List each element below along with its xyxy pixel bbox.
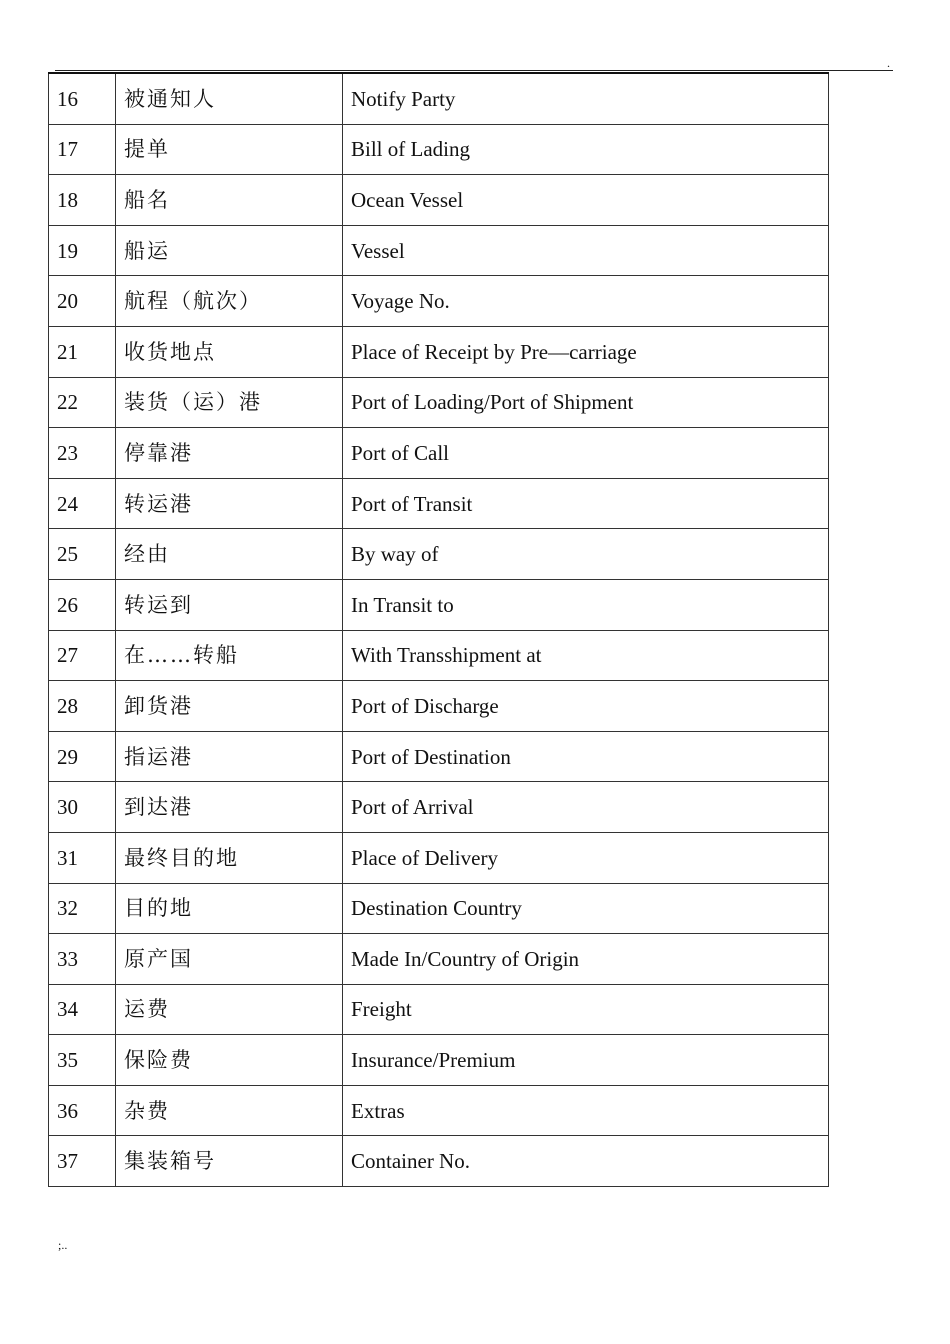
row-number: 34	[49, 984, 116, 1035]
row-number: 22	[49, 377, 116, 428]
row-number: 29	[49, 731, 116, 782]
row-number: 32	[49, 883, 116, 934]
chinese-term: 经由	[116, 529, 343, 580]
chinese-term: 到达港	[116, 782, 343, 833]
chinese-term: 最终目的地	[116, 832, 343, 883]
table-row	[49, 124, 829, 175]
table-row	[49, 1085, 829, 1136]
english-term: Container No.	[343, 1136, 829, 1187]
english-term: Voyage No.	[343, 276, 829, 327]
row-number: 25	[49, 529, 116, 580]
table-row	[49, 276, 829, 327]
footer-mark: ;..	[58, 1238, 68, 1252]
table-row	[49, 1136, 829, 1187]
table-row	[49, 1035, 829, 1086]
row-number: 16	[49, 73, 116, 124]
row-number: 23	[49, 428, 116, 479]
english-term: Port of Call	[343, 428, 829, 479]
english-term: Insurance/Premium	[343, 1035, 829, 1086]
english-term: By way of	[343, 529, 829, 580]
chinese-term: 航程（航次）	[116, 276, 343, 327]
english-term: Port of Destination	[343, 731, 829, 782]
table-row	[49, 579, 829, 630]
header-mark: .	[887, 56, 890, 70]
chinese-term: 保险费	[116, 1035, 343, 1086]
table-row	[49, 377, 829, 428]
english-term: Port of Discharge	[343, 681, 829, 732]
english-term: Vessel	[343, 225, 829, 276]
chinese-term: 转运到	[116, 579, 343, 630]
chinese-term: 提单	[116, 124, 343, 175]
chinese-term: 装货（运）港	[116, 377, 343, 428]
row-number: 27	[49, 630, 116, 681]
row-number: 19	[49, 225, 116, 276]
english-term: Place of Receipt by Pre—carriage	[343, 326, 829, 377]
glossary-table	[48, 72, 829, 1187]
english-term: Port of Arrival	[343, 782, 829, 833]
header-rule	[55, 70, 893, 71]
table-row	[49, 630, 829, 681]
row-number: 30	[49, 782, 116, 833]
chinese-term: 收货地点	[116, 326, 343, 377]
table-row	[49, 832, 829, 883]
english-term: Extras	[343, 1085, 829, 1136]
chinese-term: 运费	[116, 984, 343, 1035]
table-row	[49, 225, 829, 276]
english-term: Port of Transit	[343, 478, 829, 529]
table-row	[49, 681, 829, 732]
english-term: Ocean Vessel	[343, 175, 829, 226]
english-term: With Transshipment at	[343, 630, 829, 681]
chinese-term: 杂费	[116, 1085, 343, 1136]
glossary-body	[49, 73, 829, 1187]
chinese-term: 被通知人	[116, 73, 343, 124]
chinese-term: 集装箱号	[116, 1136, 343, 1187]
table-row	[49, 984, 829, 1035]
row-number: 36	[49, 1085, 116, 1136]
row-number: 37	[49, 1136, 116, 1187]
row-number: 31	[49, 832, 116, 883]
table-row	[49, 478, 829, 529]
table-row	[49, 934, 829, 985]
english-term: Port of Loading/Port of Shipment	[343, 377, 829, 428]
row-number: 26	[49, 579, 116, 630]
row-number: 17	[49, 124, 116, 175]
chinese-term: 目的地	[116, 883, 343, 934]
english-term: Bill of Lading	[343, 124, 829, 175]
table-row	[49, 428, 829, 479]
english-term: In Transit to	[343, 579, 829, 630]
chinese-term: 停靠港	[116, 428, 343, 479]
row-number: 21	[49, 326, 116, 377]
row-number: 28	[49, 681, 116, 732]
chinese-term: 在……转船	[116, 630, 343, 681]
table-row	[49, 529, 829, 580]
table-row	[49, 883, 829, 934]
table-row	[49, 73, 829, 124]
chinese-term: 原产国	[116, 934, 343, 985]
chinese-term: 转运港	[116, 478, 343, 529]
english-term: Made In/Country of Origin	[343, 934, 829, 985]
english-term: Destination Country	[343, 883, 829, 934]
english-term: Place of Delivery	[343, 832, 829, 883]
row-number: 35	[49, 1035, 116, 1086]
row-number: 24	[49, 478, 116, 529]
table-row	[49, 782, 829, 833]
row-number: 33	[49, 934, 116, 985]
table-row	[49, 326, 829, 377]
chinese-term: 卸货港	[116, 681, 343, 732]
row-number: 20	[49, 276, 116, 327]
table-row	[49, 175, 829, 226]
english-term: Freight	[343, 984, 829, 1035]
chinese-term: 船运	[116, 225, 343, 276]
chinese-term: 指运港	[116, 731, 343, 782]
row-number: 18	[49, 175, 116, 226]
english-term: Notify Party	[343, 73, 829, 124]
chinese-term: 船名	[116, 175, 343, 226]
table-row	[49, 731, 829, 782]
